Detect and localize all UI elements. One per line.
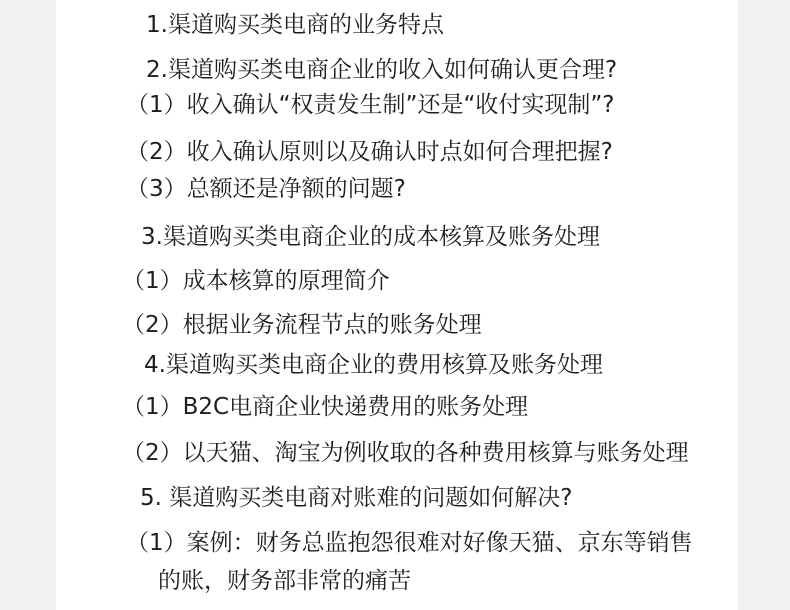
section-5-item-1-line-2: 的账，财务部非常的痛苦 — [158, 568, 411, 594]
section-3-item-1: （1）成本核算的原理简介 — [122, 268, 390, 294]
section-3-heading: 3.渠道购买类电商企业的成本核算及账务处理 — [141, 224, 600, 250]
section-4-heading: 4.渠道购买类电商企业的费用核算及账务处理 — [144, 352, 603, 378]
section-4-item-1: （1）B2C电商企业快递费用的账务处理 — [122, 394, 529, 420]
section-2-item-1: （1）收入确认“权责发生制”还是“收付实现制”? — [126, 92, 615, 118]
section-5-heading: 5. 渠道购买类电商对账难的问题如何解决? — [140, 485, 573, 511]
section-5-item-1-line-1: （1）案例：财务总监抱怨很难对好像天猫、京东等销售 — [126, 530, 693, 556]
document-page — [56, 0, 738, 610]
section-4-item-2: （2）以天猫、淘宝为例收取的各种费用核算与账务处理 — [122, 440, 689, 466]
section-2-heading: 2.渠道购买类电商企业的收入如何确认更合理? — [146, 57, 618, 83]
section-1-heading: 1.渠道购买类电商的业务特点 — [146, 12, 444, 38]
section-2-item-2: （2）收入确认原则以及确认时点如何合理把握? — [126, 139, 613, 165]
section-3-item-2: （2）根据业务流程节点的账务处理 — [122, 312, 482, 338]
section-2-item-3: （3）总额还是净额的问题? — [126, 176, 406, 202]
